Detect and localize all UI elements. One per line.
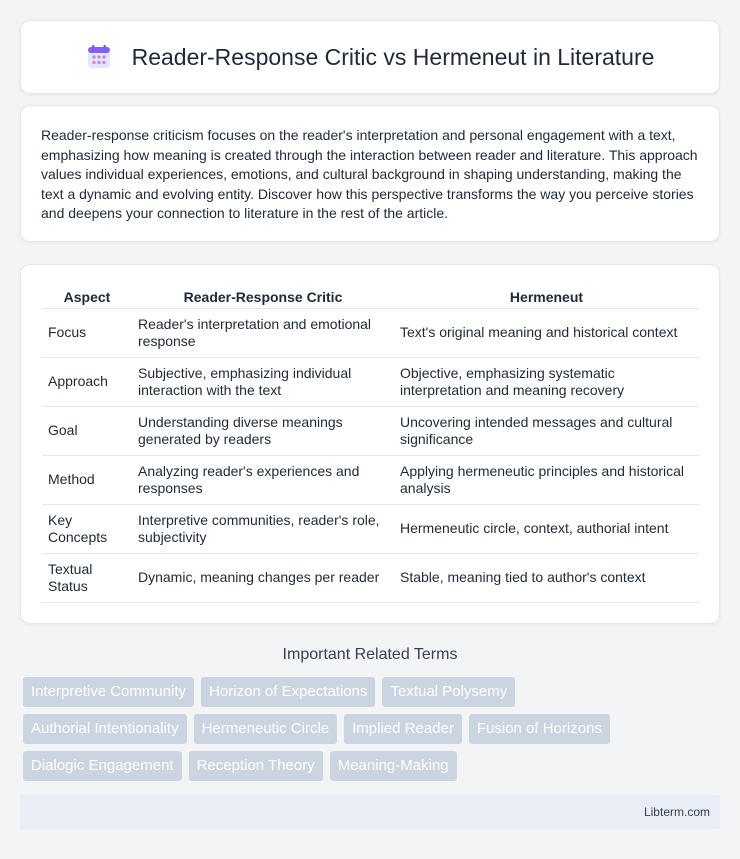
reader-response-cell: Reader's interpretation and emotional response <box>132 309 394 358</box>
reader-response-cell: Analyzing reader's experiences and responses <box>132 456 394 505</box>
reader-response-cell: Subjective, emphasizing individual interaction with the text <box>132 358 394 407</box>
reader-response-cell: Interpretive communities, reader's role, subjectivity <box>132 505 394 554</box>
related-term-tag[interactable]: Interpretive Community <box>23 677 194 707</box>
column-header: Aspect <box>42 285 132 309</box>
aspect-cell: Textual Status <box>42 554 132 603</box>
tag-row <box>23 714 723 744</box>
aspect-cell: Focus <box>42 309 132 358</box>
table-row <box>42 407 699 456</box>
related-terms-title: Important Related Terms <box>282 646 458 663</box>
aspect-cell: Approach <box>42 358 132 407</box>
table-row <box>42 505 699 554</box>
related-term-tag[interactable]: Textual Polysemy <box>382 677 515 707</box>
intro-text: Reader-response criticism focuses on the reader's interpretation and personal engagement with a text, emphasizing how meaning is created through the interaction between reader and literature. This approach values individual experiences, emotions, and cultural background in shaping understanding, making the text a dynamic and evolving entity. Discover how this perspective transforms the way you perceive stories and deepens your connection to literature in the rest of the article. <box>41 127 698 222</box>
comparison-card <box>20 264 720 624</box>
related-term-tag[interactable]: Fusion of Horizons <box>469 714 610 744</box>
table-row <box>42 309 699 358</box>
tag-row <box>23 751 723 781</box>
header-card <box>20 20 720 94</box>
hermeneut-cell: Text's original meaning and historical context <box>394 309 699 358</box>
related-term-tag[interactable]: Reception Theory <box>189 751 323 781</box>
table-row <box>42 358 699 407</box>
table-row <box>42 554 699 603</box>
reader-response-cell: Understanding diverse meanings generated by readers <box>132 407 394 456</box>
footer <box>20 795 720 829</box>
hermeneut-cell: Objective, emphasizing systematic interpretation and meaning recovery <box>394 358 699 407</box>
table-row <box>42 456 699 505</box>
hermeneut-cell: Hermeneutic circle, context, authorial intent <box>394 505 699 554</box>
column-header: Hermeneut <box>394 285 699 309</box>
related-term-tag[interactable]: Authorial Intentionality <box>23 714 187 744</box>
tag-row <box>23 677 723 707</box>
comparison-table <box>42 285 699 603</box>
aspect-cell: Key Concepts <box>42 505 132 554</box>
hermeneut-cell: Stable, meaning tied to author's context <box>394 554 699 603</box>
reader-response-cell: Dynamic, meaning changes per reader <box>132 554 394 603</box>
hermeneut-cell: Uncovering intended messages and cultural significance <box>394 407 699 456</box>
hermeneut-cell: Applying hermeneutic principles and historical analysis <box>394 456 699 505</box>
column-header: Reader-Response Critic <box>132 285 394 309</box>
related-term-tag[interactable]: Horizon of Expectations <box>201 677 375 707</box>
related-term-tag[interactable]: Dialogic Engagement <box>23 751 182 781</box>
related-terms-list <box>23 677 723 788</box>
related-term-tag[interactable]: Implied Reader <box>344 714 462 744</box>
related-term-tag[interactable]: Hermeneutic Circle <box>194 714 338 744</box>
intro-card <box>20 105 720 242</box>
related-term-tag[interactable]: Meaning-Making <box>330 751 457 781</box>
aspect-cell: Method <box>42 456 132 505</box>
table-header-row <box>42 285 699 309</box>
calendar-grid-icon <box>86 44 112 70</box>
page-title: Reader-Response Critic vs Hermeneut in Literature <box>131 43 655 70</box>
aspect-cell: Goal <box>42 407 132 456</box>
footer-site-link[interactable]: Libterm.com <box>643 805 710 819</box>
